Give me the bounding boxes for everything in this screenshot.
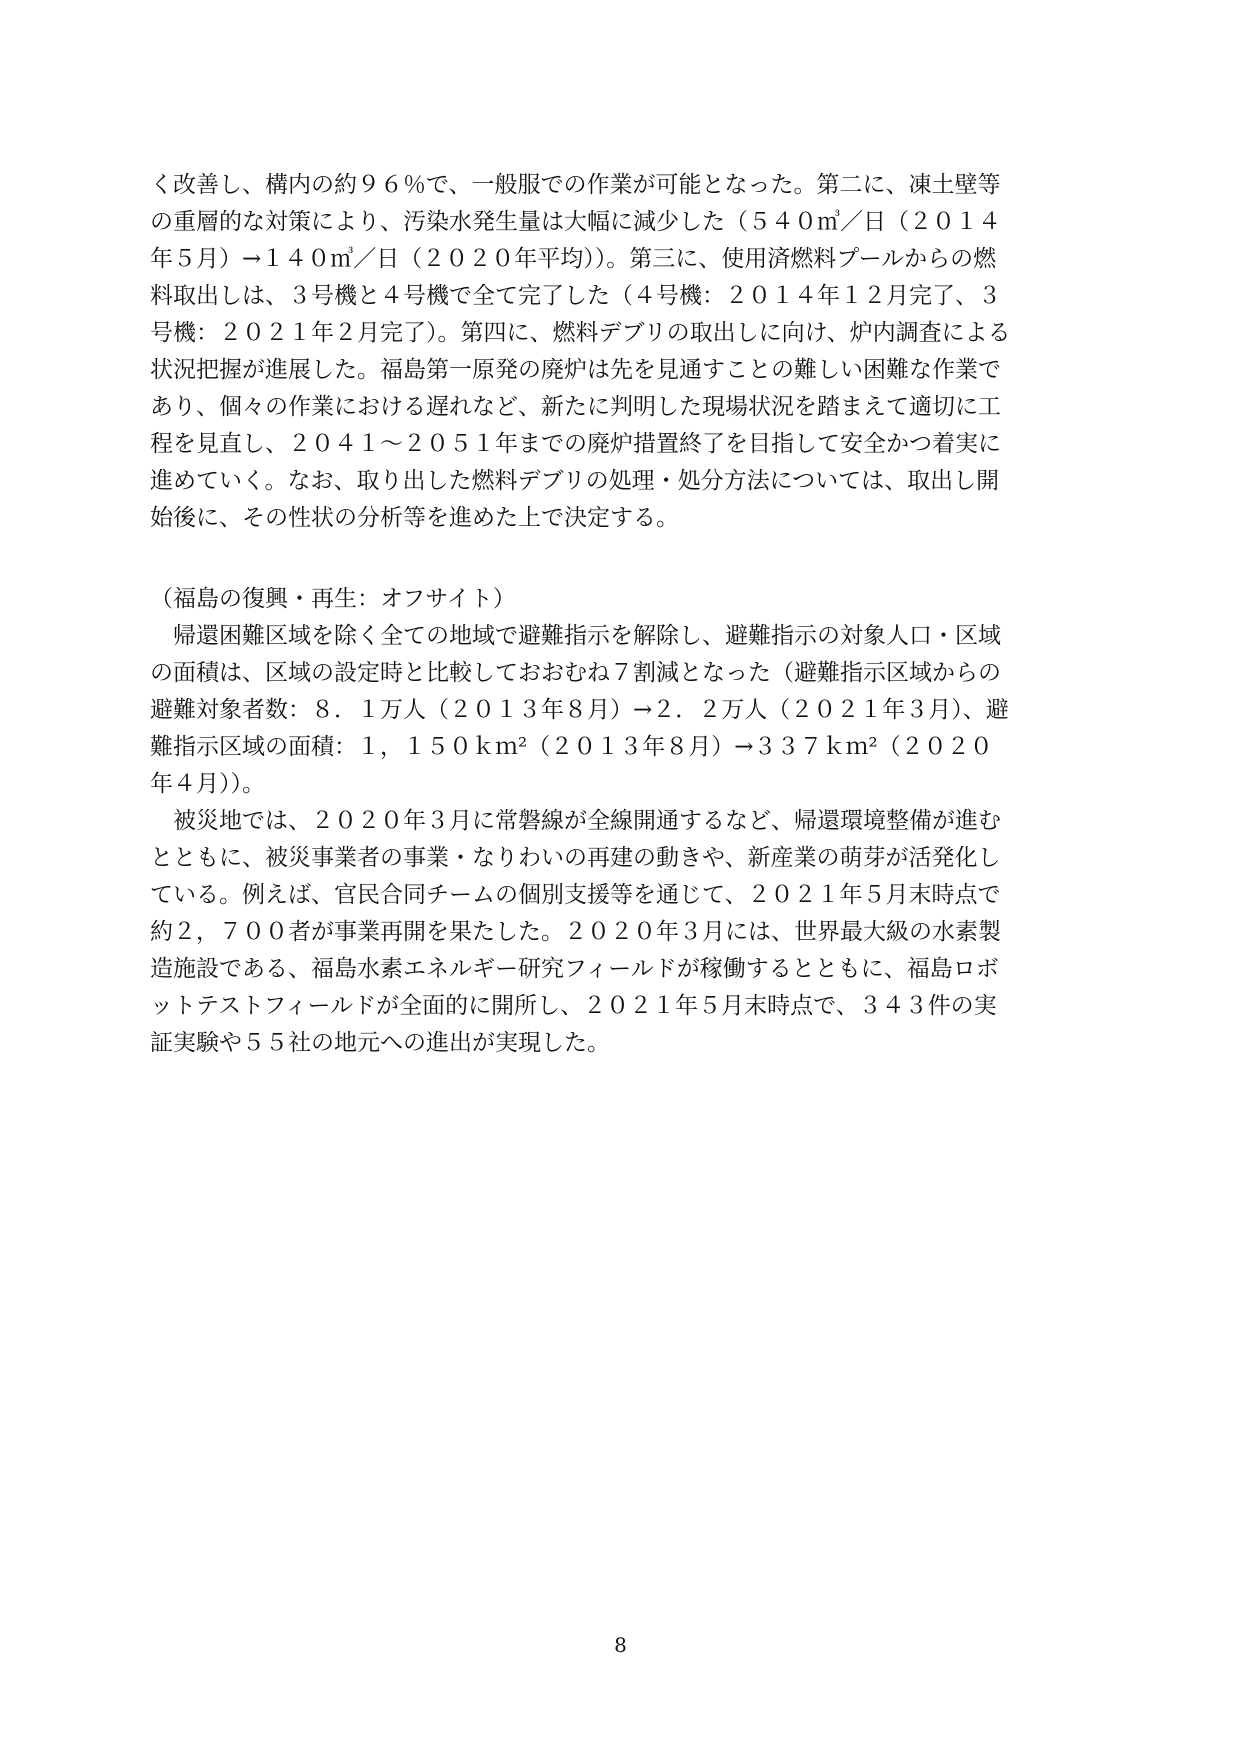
text-line: の重層的な対策により、汚染水発生量は大幅に減少した（５４０㎥／日（２０１４ <box>150 209 1001 235</box>
text-line: ている。例えば、官民合同チームの個別支援等を通じて、２０２１年５月末時点で <box>150 882 1001 908</box>
text-line: 帰還困難区域を除く全ての地域で避難指示を解除し、避難指示の対象人口・区域 <box>150 623 1001 649</box>
text-line: 料取出しは、３号機と４号機で全て完了した（４号機：２０１４年１２月完了、３ <box>150 283 1001 309</box>
paragraph-decommissioning <box>150 167 1090 537</box>
section-offsite <box>150 581 1090 803</box>
text-line: 始後に、その性状の分析等を進めた上で決定する。 <box>150 505 679 531</box>
page-number: 8 <box>614 1633 627 1657</box>
text-line: あり、個々の作業における遅れなど、新たに判明した現場状況を踏まえて適切に工 <box>150 394 1001 420</box>
section-heading: （福島の復興・再生：オフサイト） <box>150 586 516 612</box>
text-line: 避難対象者数：８．１万人（２０１３年８月）→２．２万人（２０２１年３月）、避 <box>150 697 1009 723</box>
text-line: 程を見直し、２０４１～２０５１年までの廃炉措置終了を目指して安全かつ着実に <box>150 431 1001 457</box>
text-line: の面積は、区域の設定時と比較しておおむね７割減となった（避難指示区域からの <box>150 660 1001 686</box>
text-line: 進めていく。なお、取り出した燃料デブリの処理・処分方法については、取出し開 <box>150 468 1000 494</box>
paragraph-reconstruction <box>150 803 1090 1062</box>
text-line: 号機：２０２１年２月完了）。第四に、燃料デブリの取出しに向け、炉内調査による <box>150 320 1011 346</box>
text-line: 証実験や５５社の地元への進出が実現した。 <box>150 1030 610 1056</box>
text-line: 状況把握が進展した。福島第一原発の廃炉は先を見通すことの難しい困難な作業で <box>150 357 1001 383</box>
text-line: 難指示区域の面積：１，１５０ｋｍ²（２０１３年８月）→３３７ｋｍ²（２０２０ <box>150 734 993 760</box>
text-line: とともに、被災事業者の事業・なりわいの再建の動きや、新産業の萌芽が活発化し <box>150 845 1001 871</box>
text-line: 年５月）→１４０㎥／日（２０２０年平均））。第三に、使用済燃料プールからの燃 <box>150 246 997 272</box>
text-line: く改善し、構内の約９６％で、一般服での作業が可能となった。第二に、凍土壁等 <box>150 172 1001 198</box>
text-line: 被災地では、２０２０年３月に常磐線が全線開通するなど、帰還環境整備が進む <box>150 808 1001 834</box>
text-line: ットテストフィールドが全面的に開所し、２０２１年５月末時点で、３４３件の実 <box>150 993 997 1019</box>
text-line: 年４月））。 <box>150 771 265 797</box>
text-line: 約２，７００者が事業再開を果たした。２０２０年３月には、世界最大級の水素製 <box>150 919 1001 945</box>
text-line: 造施設である、福島水素エネルギー研究フィールドが稼働するとともに、福島ロボ <box>150 956 999 982</box>
